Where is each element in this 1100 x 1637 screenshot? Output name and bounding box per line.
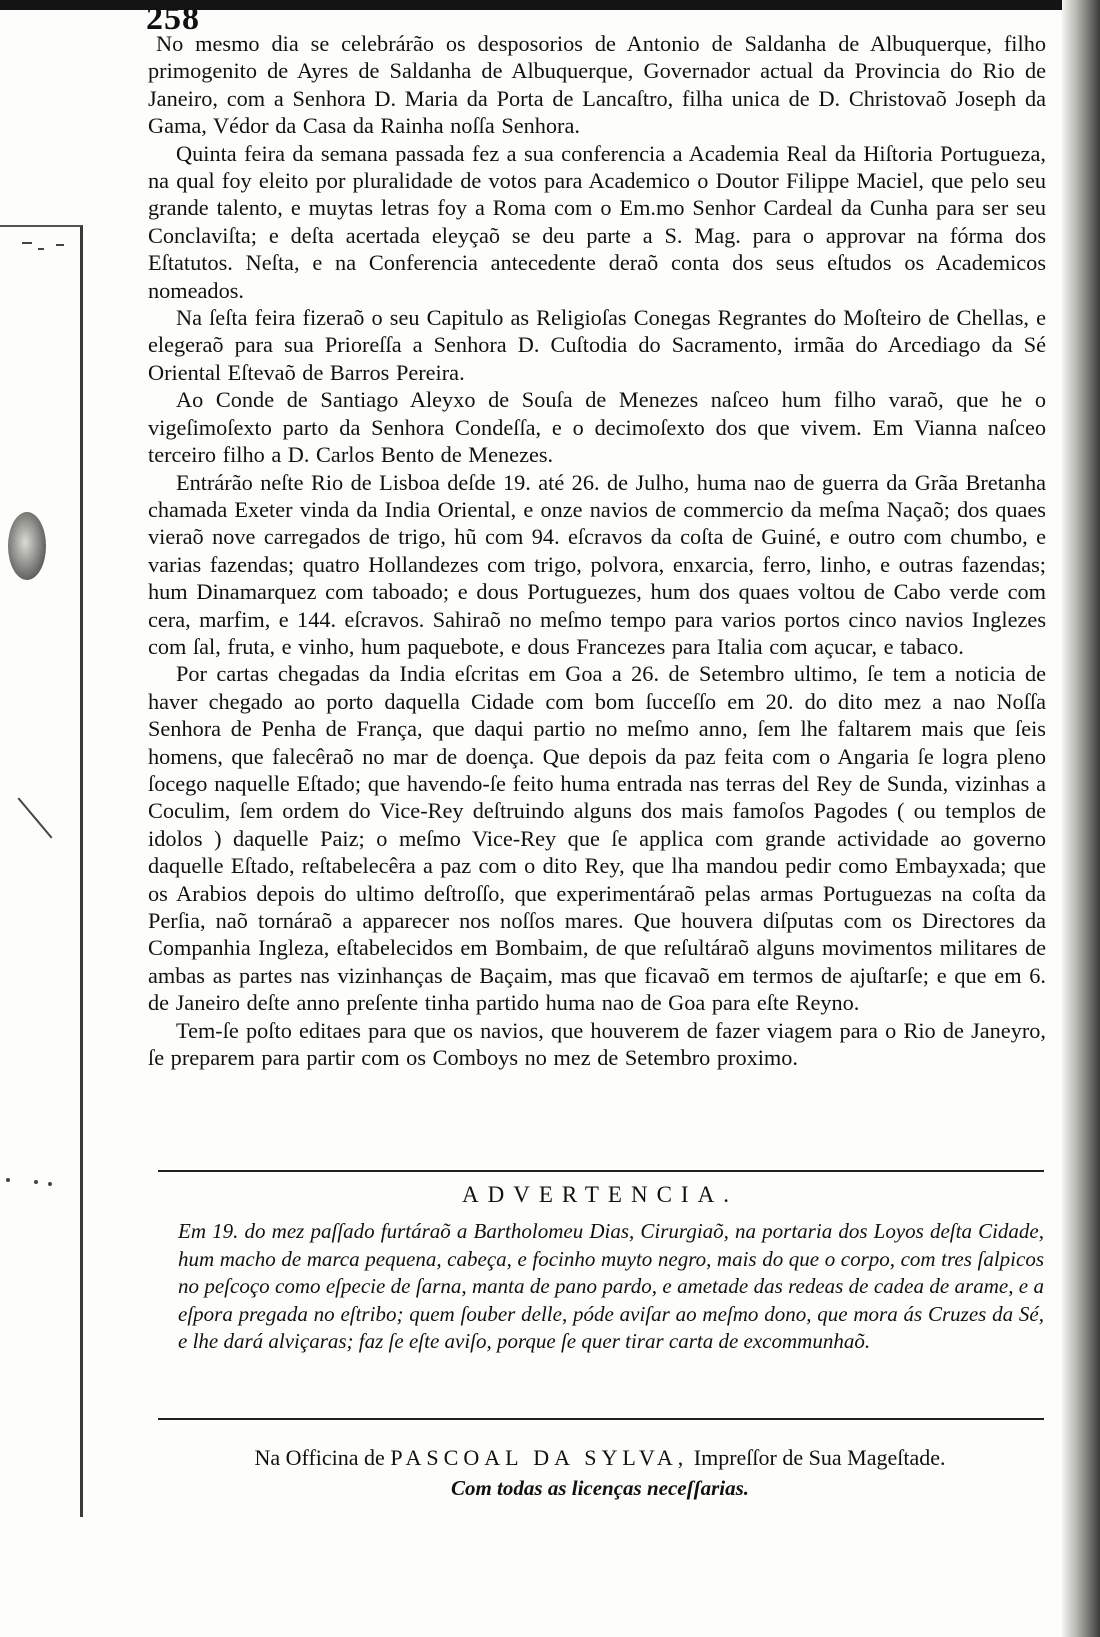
license-note: Com todas as licenças neceſſarias.: [450, 1476, 750, 1500]
news-paragraph: Na ſeſta feira fizeraõ o seu Capitulo as Religioſas Conegas Regrantes do Moſteiro de Chellas, e elegeraõ para sua Prioreſſa a Senhora D. Cuſtodia do Sacramento, irmãa do Arcediago da Sé Oriental Eſtevaõ de Barros Pereira.: [148, 305, 1046, 385]
printer-name: PASCOAL DA SYLVA,: [390, 1445, 689, 1470]
news-paragraph: Entrárão neſte Rio de Lisboa deſde 19. até 26. de Julho, huma nao de guerra da Grãa Bretanha chamada Exeter vinda da India Oriental, e onze navios de commercio da meſma Naçaõ; dos quaes vieraõ nove carregados de trigo, hũ com 94. eſcravos da coſta de Guiné, e outro com chumbo, e varias fazendas; quatro Hollandezes com trigo, polvora, enxarcia, ferro, linho, e outras fazendas; hum Dinamarquez com taboado; e dous Portuguezes, hum dos quaes voltou de Cabo verde com cera, marfim, e 144. eſcravos. Sahiraõ no meſmo tempo para varios portos cinco navios Inglezes com ſal, fruta, e vinho, hum paquebote, e dous Francezes para Italia com açucar, e tabaco.: [148, 469, 1046, 659]
margin-mark: [48, 1182, 52, 1186]
margin-mark: [6, 1178, 10, 1182]
margin-mark: [56, 244, 64, 246]
news-paragraph: Quinta feira da semana passada fez a sua conferencia a Academia Real da Hiſtoria Portugueza, na qual foy eleito por pluralidade de votos para Academico o Doutor Filippe Maciel, que pelo seu grande talento, e muytas letras foy a Roma com o Em.mo Senhor Cardeal da Cunha para ser seu Conclaviſta; e deſta acertada eleyçaõ se deu parte a S. Mag. para o approvar na fórma dos Eſtatutos. Neſta, e na Conferencia antecedente deraõ conta dos seus eſtudos os Academicos nomeados.: [148, 140, 1046, 303]
news-body: [148, 30, 1046, 1071]
news-paragraph: No mesmo dia se celebrárão os desposorios de Antonio de Saldanha de Albuquerque, filho primogenito de Ayres de Saldanha de Albuquerque, Governador actual da Provincia do Rio de Janeiro, com a Senhora D. Maria da Porta de Lancaſtro, filha unica de D. Christovaõ Joseph da Gama, Védor da Casa da Rainha noſſa Senhora.: [148, 31, 1046, 139]
advertencia-heading: ADVERTENCIA.: [462, 1182, 738, 1207]
margin-mark: [34, 1180, 38, 1184]
printer-imprint: [150, 1445, 1050, 1471]
margin-mark: [38, 248, 44, 250]
imprint-suffix: Impreſſor de Sua Mageſtade.: [693, 1445, 946, 1470]
page-right-edge-shadow: [1062, 0, 1100, 1637]
adjacent-page-edge: [0, 225, 83, 1517]
imprint-prefix: Na Officina de: [254, 1445, 385, 1470]
news-paragraph: Ao Conde de Santiago Aleyxo de Souſa de Menezes naſceo hum filho varaõ, que he o vigeſimoſexto parto da Senhora Condeſſa, e o decimoſexto dos que vivem. Em Vianna naſceo terceiro filho a D. Carlos Bento de Menezes.: [148, 387, 1046, 468]
margin-mark: [22, 242, 32, 244]
advertencia-text: Em 19. do mez paſſado furtáraõ a Bartholomeu Dias, Cirurgiaõ, na portaria dos Loyos deſta Cidade, hum macho de marca pequena, cabeça, e focinho muyto negro, mais do que o corpo, com tres ſalpicos no peſcoço como eſpecie de ſarna, manta de pano pardo, e ametade das redeas de cadea de arame, e a eſpora pregada no eſtribo; quem ſouber delle, póde aviſar ao meſmo dono, que mora ás Cruzes da Sé, e lhe dará alviçaras; faz ſe eſte aviſo, porque ſe quer tirar carta de excommunhaõ.: [178, 1219, 1044, 1353]
section-divider: [158, 1418, 1044, 1420]
page-number: 258: [146, 0, 200, 37]
section-divider: [158, 1170, 1044, 1172]
news-paragraph: Tem-ſe poſto editaes para que os navios, que houverem de fazer viagem para o Rio de Janeyro, ſe preparem para partir com os Comboys no mez de Setembro proximo.: [148, 1017, 1046, 1071]
binding-hole: [8, 512, 46, 580]
news-paragraph: Por cartas chegadas da India eſcritas em Goa a 26. de Setembro ultimo, ſe tem a noticia de haver chegado ao porto daquella Cidade com bom ſucceſſo em 20. do dito mez a nao Noſſa Senhora de Penha de França, que daqui partio no meſmo anno, ſem lhe faltarem mais que ſeis homens, que falecêraõ no mar de doença. Que depois da paz feita com o Angaria ſe logra pleno ſocego naquelle Eſtado; que havendo-ſe feito huma entrada nas terras del Rey de Sunda, vizinhas a Coculim, ſem ordem do Vice-Rey deſtruindo alguns dos mais famoſos Pagodes ( ou templos de idolos ) daquelle Paiz; o meſmo Vice-Rey que ſe applica com grande actividade ao governo daquelle Eſtado, reſtabelecêra a paz com o dito Rey, que lha mandou pedir como Embayxada; que os Arabios depois do ultimo deſtroſſo, que experimentáraõ pelas armas Portuguezas na coſta da Perſia, naõ tornáraõ a apparecer nos noſſos mares. Que houvera diſputas com os Directores da Companhia Ingleza, eſtabelecidos em Bombaim, de que reſultáraõ alguns movimentos militares de ambas as partes nas vizinhanças de Baçaim, mas que ficavaõ em termos de ajuſtarſe; e que em 6. de Janeiro deſte anno preſente tinha partido huma nao de Goa para eſte Reyno.: [148, 661, 1046, 1016]
